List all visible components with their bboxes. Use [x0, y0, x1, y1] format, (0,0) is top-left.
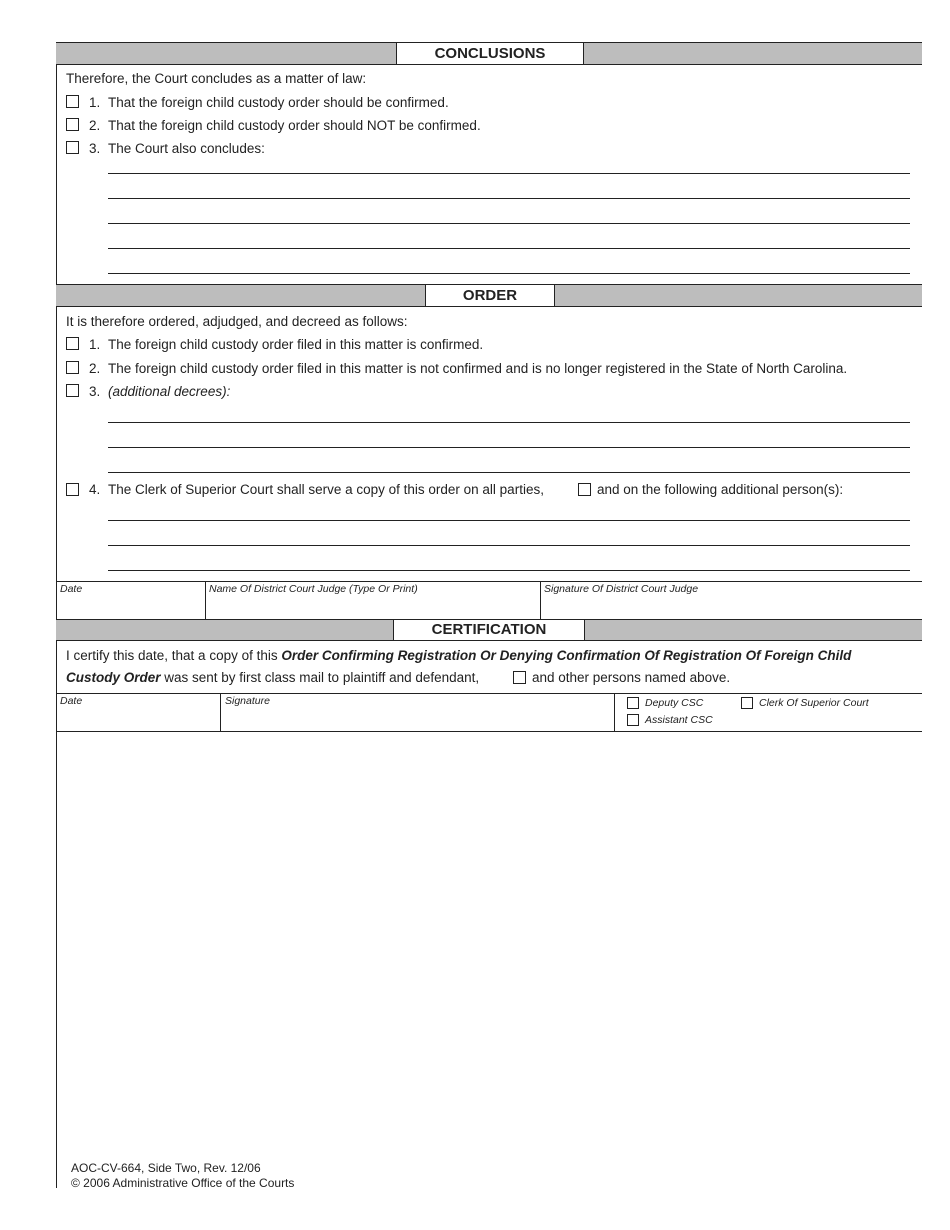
- order-4-num: 4.: [89, 482, 101, 497]
- order-persons-write-line[interactable]: [108, 570, 910, 571]
- form-id: AOC-CV-664, Side Two, Rev. 12/06: [71, 1161, 261, 1175]
- certification-other-persons-checkbox[interactable]: [513, 671, 526, 684]
- copyright: © 2006 Administrative Office of the Courts: [71, 1176, 295, 1190]
- order-1-text: The foreign child custody order filed in this matter is confirmed.: [108, 337, 484, 352]
- order-2-text: The foreign child custody order filed in this matter is not confirmed and is no longer registered in the State of North Carolina.: [108, 361, 848, 376]
- deputy-csc-checkbox[interactable]: [627, 697, 639, 709]
- conclusion-3-checkbox[interactable]: [66, 141, 79, 154]
- order-1-num: 1.: [89, 337, 101, 352]
- divider: [614, 693, 615, 731]
- judge-name-label: Name Of District Court Judge (Type Or Print): [209, 583, 418, 595]
- conclusions-write-line[interactable]: [108, 173, 910, 174]
- left-border: [56, 42, 57, 1188]
- order-header: [56, 284, 922, 307]
- conclusion-2-num: 2.: [89, 118, 101, 133]
- order-4-additional-text: and on the following additional person(s):: [597, 482, 844, 497]
- divider: [56, 581, 922, 582]
- certification-line-1: [66, 648, 851, 663]
- certification-mail-text: was sent by first class mail to plaintiff and defendant,: [160, 670, 480, 685]
- clerk-superior-court-label: Clerk Of Superior Court: [759, 697, 869, 709]
- certification-header: [56, 619, 922, 641]
- conclusion-3-num: 3.: [89, 141, 101, 156]
- order-3-text: (additional decrees):: [108, 384, 231, 399]
- order-decrees-write-line[interactable]: [108, 472, 910, 473]
- order-title: ORDER: [425, 284, 555, 307]
- order-4-checkbox[interactable]: [66, 483, 79, 496]
- certification-prefix: I certify this date, that a copy of this: [66, 648, 282, 663]
- certification-signature-label: Signature: [225, 695, 270, 707]
- order-2-num: 2.: [89, 361, 101, 376]
- conclusion-2-text: That the foreign child custody order should NOT be confirmed.: [108, 118, 481, 133]
- certification-date-label: Date: [60, 695, 83, 707]
- assistant-csc-checkbox[interactable]: [627, 714, 639, 726]
- order-persons-write-line[interactable]: [108, 520, 910, 521]
- assistant-csc-label: Assistant CSC: [645, 714, 713, 726]
- conclusion-3-text: The Court also concludes:: [108, 141, 265, 156]
- divider: [205, 581, 206, 619]
- order-4-additional-checkbox[interactable]: [578, 483, 591, 496]
- order-4-text: The Clerk of Superior Court shall serve a copy of this order on all parties,: [108, 482, 544, 497]
- certification-other-persons-text: and other persons named above.: [532, 670, 731, 685]
- conclusions-header: [56, 42, 922, 65]
- order-2-checkbox[interactable]: [66, 361, 79, 374]
- order-date-label: Date: [60, 583, 83, 595]
- conclusions-write-line[interactable]: [108, 273, 910, 274]
- certification-order-title-2: Custody Order: [66, 670, 161, 685]
- divider: [56, 731, 922, 732]
- certification-order-title-1: Order Confirming Registration Or Denying Confirmation Of Registration Of Foreign Child: [281, 648, 852, 663]
- conclusions-write-line[interactable]: [108, 223, 910, 224]
- order-intro: It is therefore ordered, adjudged, and decreed as follows:: [66, 314, 408, 329]
- conclusions-write-line[interactable]: [108, 198, 910, 199]
- deputy-csc-label: Deputy CSC: [645, 697, 704, 709]
- order-3-num: 3.: [89, 384, 101, 399]
- certification-line-2: [66, 670, 479, 685]
- order-persons-write-line[interactable]: [108, 545, 910, 546]
- conclusions-title: CONCLUSIONS: [396, 42, 584, 65]
- conclusions-intro: Therefore, the Court concludes as a matter of law:: [66, 71, 367, 86]
- order-1-checkbox[interactable]: [66, 337, 79, 350]
- judge-signature-label: Signature Of District Court Judge: [544, 583, 699, 595]
- order-decrees-write-line[interactable]: [108, 447, 910, 448]
- divider: [540, 581, 541, 619]
- order-3-checkbox[interactable]: [66, 384, 79, 397]
- divider: [56, 693, 922, 694]
- divider: [220, 693, 221, 731]
- conclusion-1-text: That the foreign child custody order should be confirmed.: [108, 95, 449, 110]
- certification-title: CERTIFICATION: [393, 619, 585, 641]
- conclusion-1-checkbox[interactable]: [66, 95, 79, 108]
- conclusions-write-line[interactable]: [108, 248, 910, 249]
- order-decrees-write-line[interactable]: [108, 422, 910, 423]
- clerk-superior-court-checkbox[interactable]: [741, 697, 753, 709]
- conclusion-1-num: 1.: [89, 95, 101, 110]
- conclusion-2-checkbox[interactable]: [66, 118, 79, 131]
